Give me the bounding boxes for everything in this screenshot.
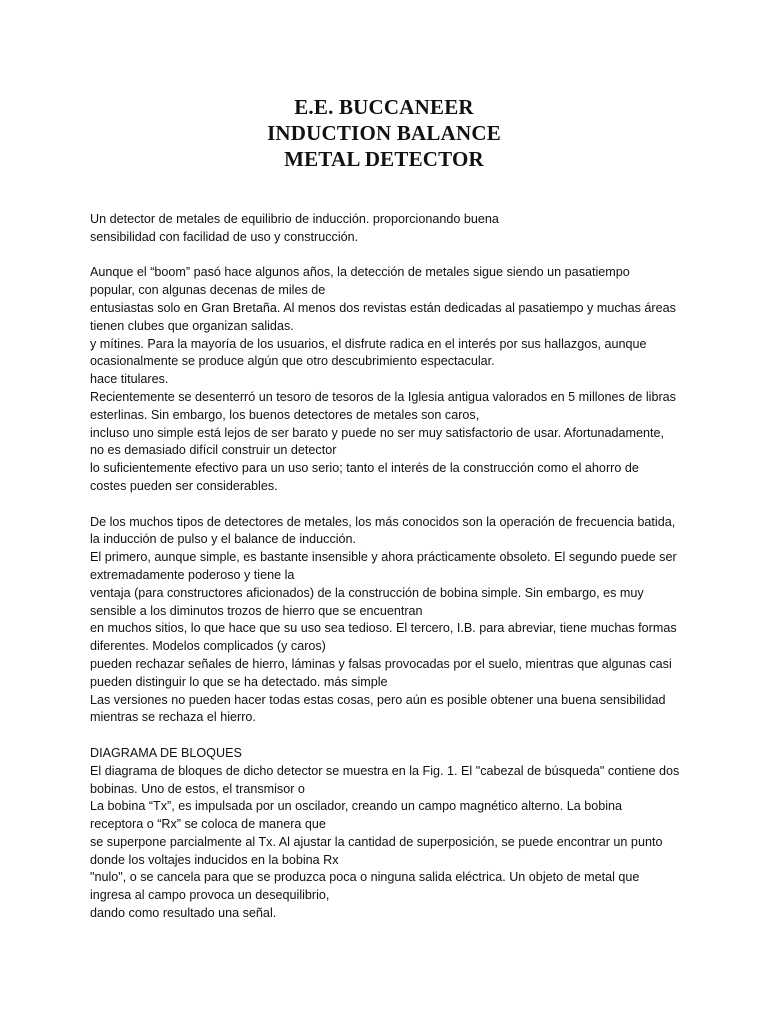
title-line: E.E. BUCCANEER — [294, 95, 474, 119]
text-line: sensibilidad con facilidad de uso y construcción. — [90, 229, 359, 244]
text-line: bobinas. Uno de estos, el transmisor o — [90, 781, 305, 796]
text-line: ingresa al campo provoca un desequilibrio, — [90, 888, 330, 903]
text-line: popular, con algunas decenas de miles de — [90, 283, 326, 298]
text-line: El diagrama de bloques de dicho detector se muestra en la Fig. 1. El "cabezal de búsqueda" contiene dos — [90, 763, 680, 778]
text-line: pueden distinguir lo que se ha detectado. más simple — [90, 674, 388, 689]
text-line: Aunque el “boom” pasó hace algunos años, la detección de metales sigue siendo un pasatiempo — [90, 265, 630, 280]
text-line: receptora o “Rx” se coloca de manera que — [90, 817, 326, 832]
title-line: INDUCTION BALANCE — [267, 121, 501, 145]
paragraph — [90, 264, 690, 495]
text-line: incluso uno simple está lejos de ser barato y puede no ser muy satisfactorio de usar. Afortunadamente, — [90, 425, 665, 440]
document-body — [90, 211, 690, 923]
text-line: Las versiones no pueden hacer todas estas cosas, pero aún es posible obtener una buena sensibilidad — [90, 692, 666, 707]
title-line: METAL DETECTOR — [284, 147, 484, 171]
paragraph — [90, 211, 690, 247]
text-line: DIAGRAMA DE BLOQUES — [90, 745, 242, 760]
text-line: no es demasiado difícil construir un detector — [90, 443, 337, 458]
text-line: sensible a los diminutos trozos de hierro que se encuentran — [90, 603, 423, 618]
text-line: dando como resultado una señal. — [90, 906, 277, 921]
paragraph-spacer — [90, 496, 690, 514]
document-title — [0, 94, 768, 172]
text-line: El primero, aunque simple, es bastante insensible y ahora prácticamente obsoleto. El segundo puede ser — [90, 550, 677, 565]
text-line: diferentes. Modelos complicados (y caros) — [90, 639, 326, 654]
text-line: La bobina “Tx”, es impulsada por un oscilador, creando un campo magnético alterno. La bobina — [90, 799, 623, 814]
text-line: Recientemente se desenterró un tesoro de tesoros de la Iglesia antigua valorados en 5 millones de libras — [90, 389, 676, 404]
text-line: donde los voltajes inducidos en la bobina Rx — [90, 852, 339, 867]
paragraph-spacer — [90, 727, 690, 745]
text-line: pueden rechazar señales de hierro, láminas y falsas provocadas por el suelo, mientras que algunas casi — [90, 656, 672, 671]
text-line: se superpone parcialmente al Tx. Al ajustar la cantidad de superposición, se puede encontrar un punto — [90, 834, 663, 849]
paragraph-spacer — [90, 247, 690, 265]
text-line: entusiastas solo en Gran Bretaña. Al menos dos revistas están dedicadas al pasatiempo y muchas áreas — [90, 300, 676, 315]
text-line: mientras se rechaza el hierro. — [90, 710, 256, 725]
text-line: en muchos sitios, lo que hace que su uso sea tedioso. El tercero, I.B. para abreviar, tiene muchas formas — [90, 621, 677, 636]
text-line: lo suficientemente efectivo para un uso serio; tanto el interés de la construcción como el ahorro de — [90, 461, 639, 476]
text-line: tienen clubes que organizan salidas. — [90, 318, 294, 333]
text-line: y mítines. Para la mayoría de los usuarios, el disfrute radica en el interés por sus hallazgos, aunque — [90, 336, 647, 351]
paragraph — [90, 514, 690, 728]
paragraph — [90, 745, 690, 923]
text-line: ocasionalmente se produce algún que otro descubrimiento espectacular. — [90, 354, 495, 369]
text-line: extremadamente poderoso y tiene la — [90, 567, 295, 582]
text-line: la inducción de pulso y el balance de inducción. — [90, 532, 357, 547]
text-line: De los muchos tipos de detectores de metales, los más conocidos son la operación de frecuencia batida, — [90, 514, 676, 529]
text-line: ventaja (para constructores aficionados) de la construcción de bobina simple. Sin embargo, es muy — [90, 585, 644, 600]
text-line: hace titulares. — [90, 372, 169, 387]
text-line: Un detector de metales de equilibrio de inducción. proporcionando buena — [90, 212, 499, 226]
text-line: esterlinas. Sin embargo, los buenos detectores de metales son caros, — [90, 407, 480, 422]
text-line: costes pueden ser considerables. — [90, 478, 278, 493]
text-line: "nulo", o se cancela para que se produzca poca o ninguna salida eléctrica. Un objeto de metal que — [90, 870, 640, 885]
